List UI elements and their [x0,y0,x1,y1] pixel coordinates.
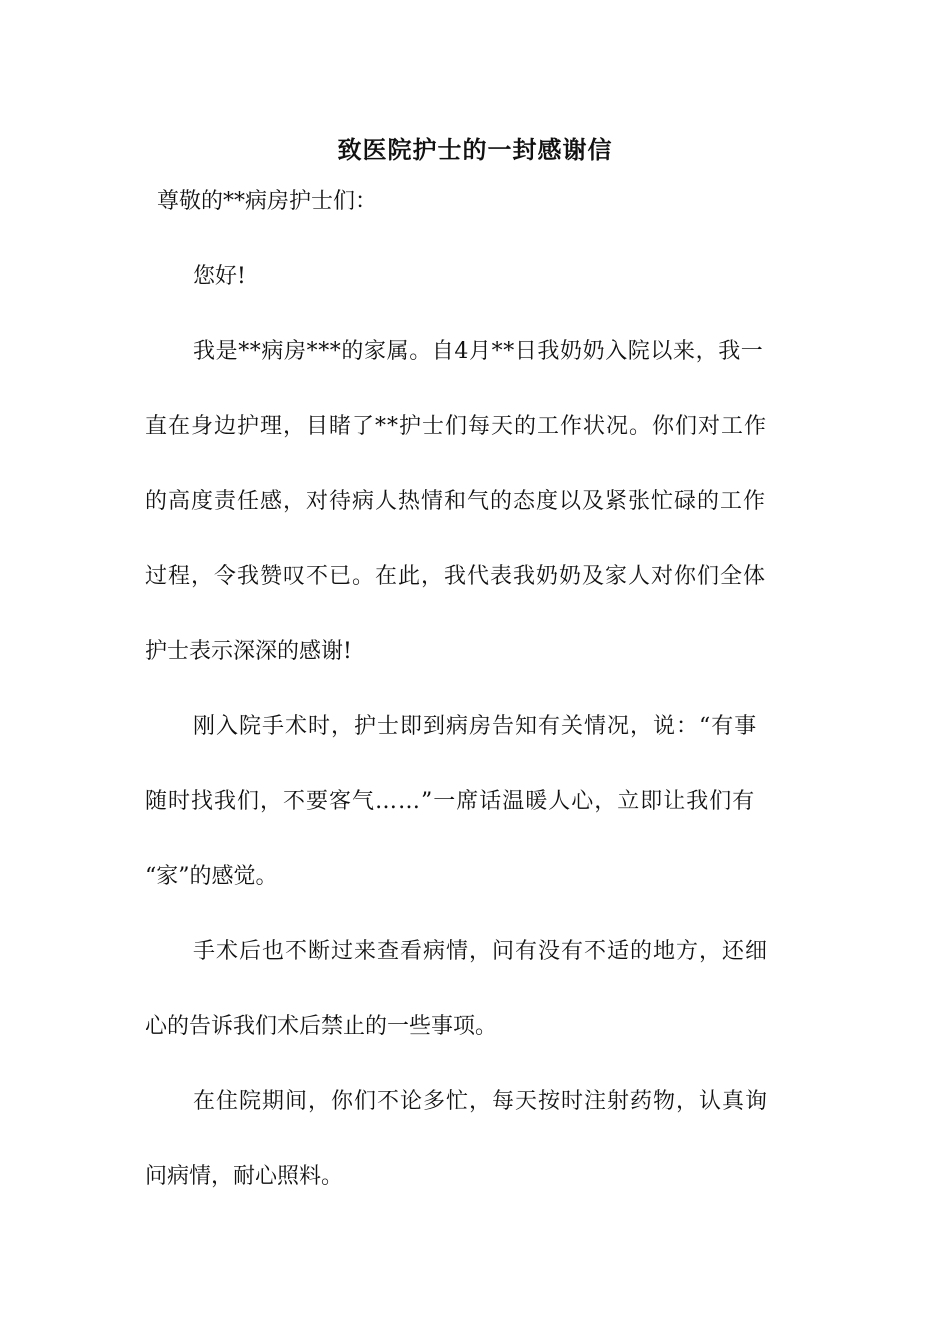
paragraph-3-line-3: “家”的感觉。 [145,864,278,889]
paragraph-3-line-1: 刚入院手术时，护士即到病房告知有关情况，说：“有事 [193,714,758,739]
salutation: 尊敬的**病房护士们： [157,189,378,214]
paragraph-4-line-2: 心的告诉我们术后禁止的一些事项。 [145,1014,498,1039]
paragraph-2-line-4: 过程，令我赞叹不已。在此，我代表我奶奶及家人对你们全体 [145,564,767,589]
paragraph-4-line-1: 手术后也不断过来查看病情，问有没有不适的地方，还细 [193,939,769,964]
letter-title: 致医院护士的一封感谢信 [337,135,613,164]
paragraph-2-line-3: 的高度责任感，对待病人热情和气的态度以及紧张忙碌的工作 [145,489,767,514]
paragraph-2-line-2: 直在身边护理，目睹了**护士们每天的工作状况。你们对工作 [145,414,768,439]
paragraph-1-line-1: 您好! [193,264,246,289]
paragraph-5-line-2: 问病情，耐心照料。 [145,1164,344,1189]
paragraph-2-line-1: 我是**病房***的家属。自4月**日我奶奶入院以来，我一 [193,339,764,364]
paragraph-5-line-1: 在住院期间，你们不论多忙，每天按时注射药物，认真询 [193,1089,769,1114]
paragraph-2-line-5: 护士表示深深的感谢! [145,639,352,664]
paragraph-3-line-2: 随时找我们，不要客气……”一席话温暖人心，立即让我们有 [145,789,756,814]
